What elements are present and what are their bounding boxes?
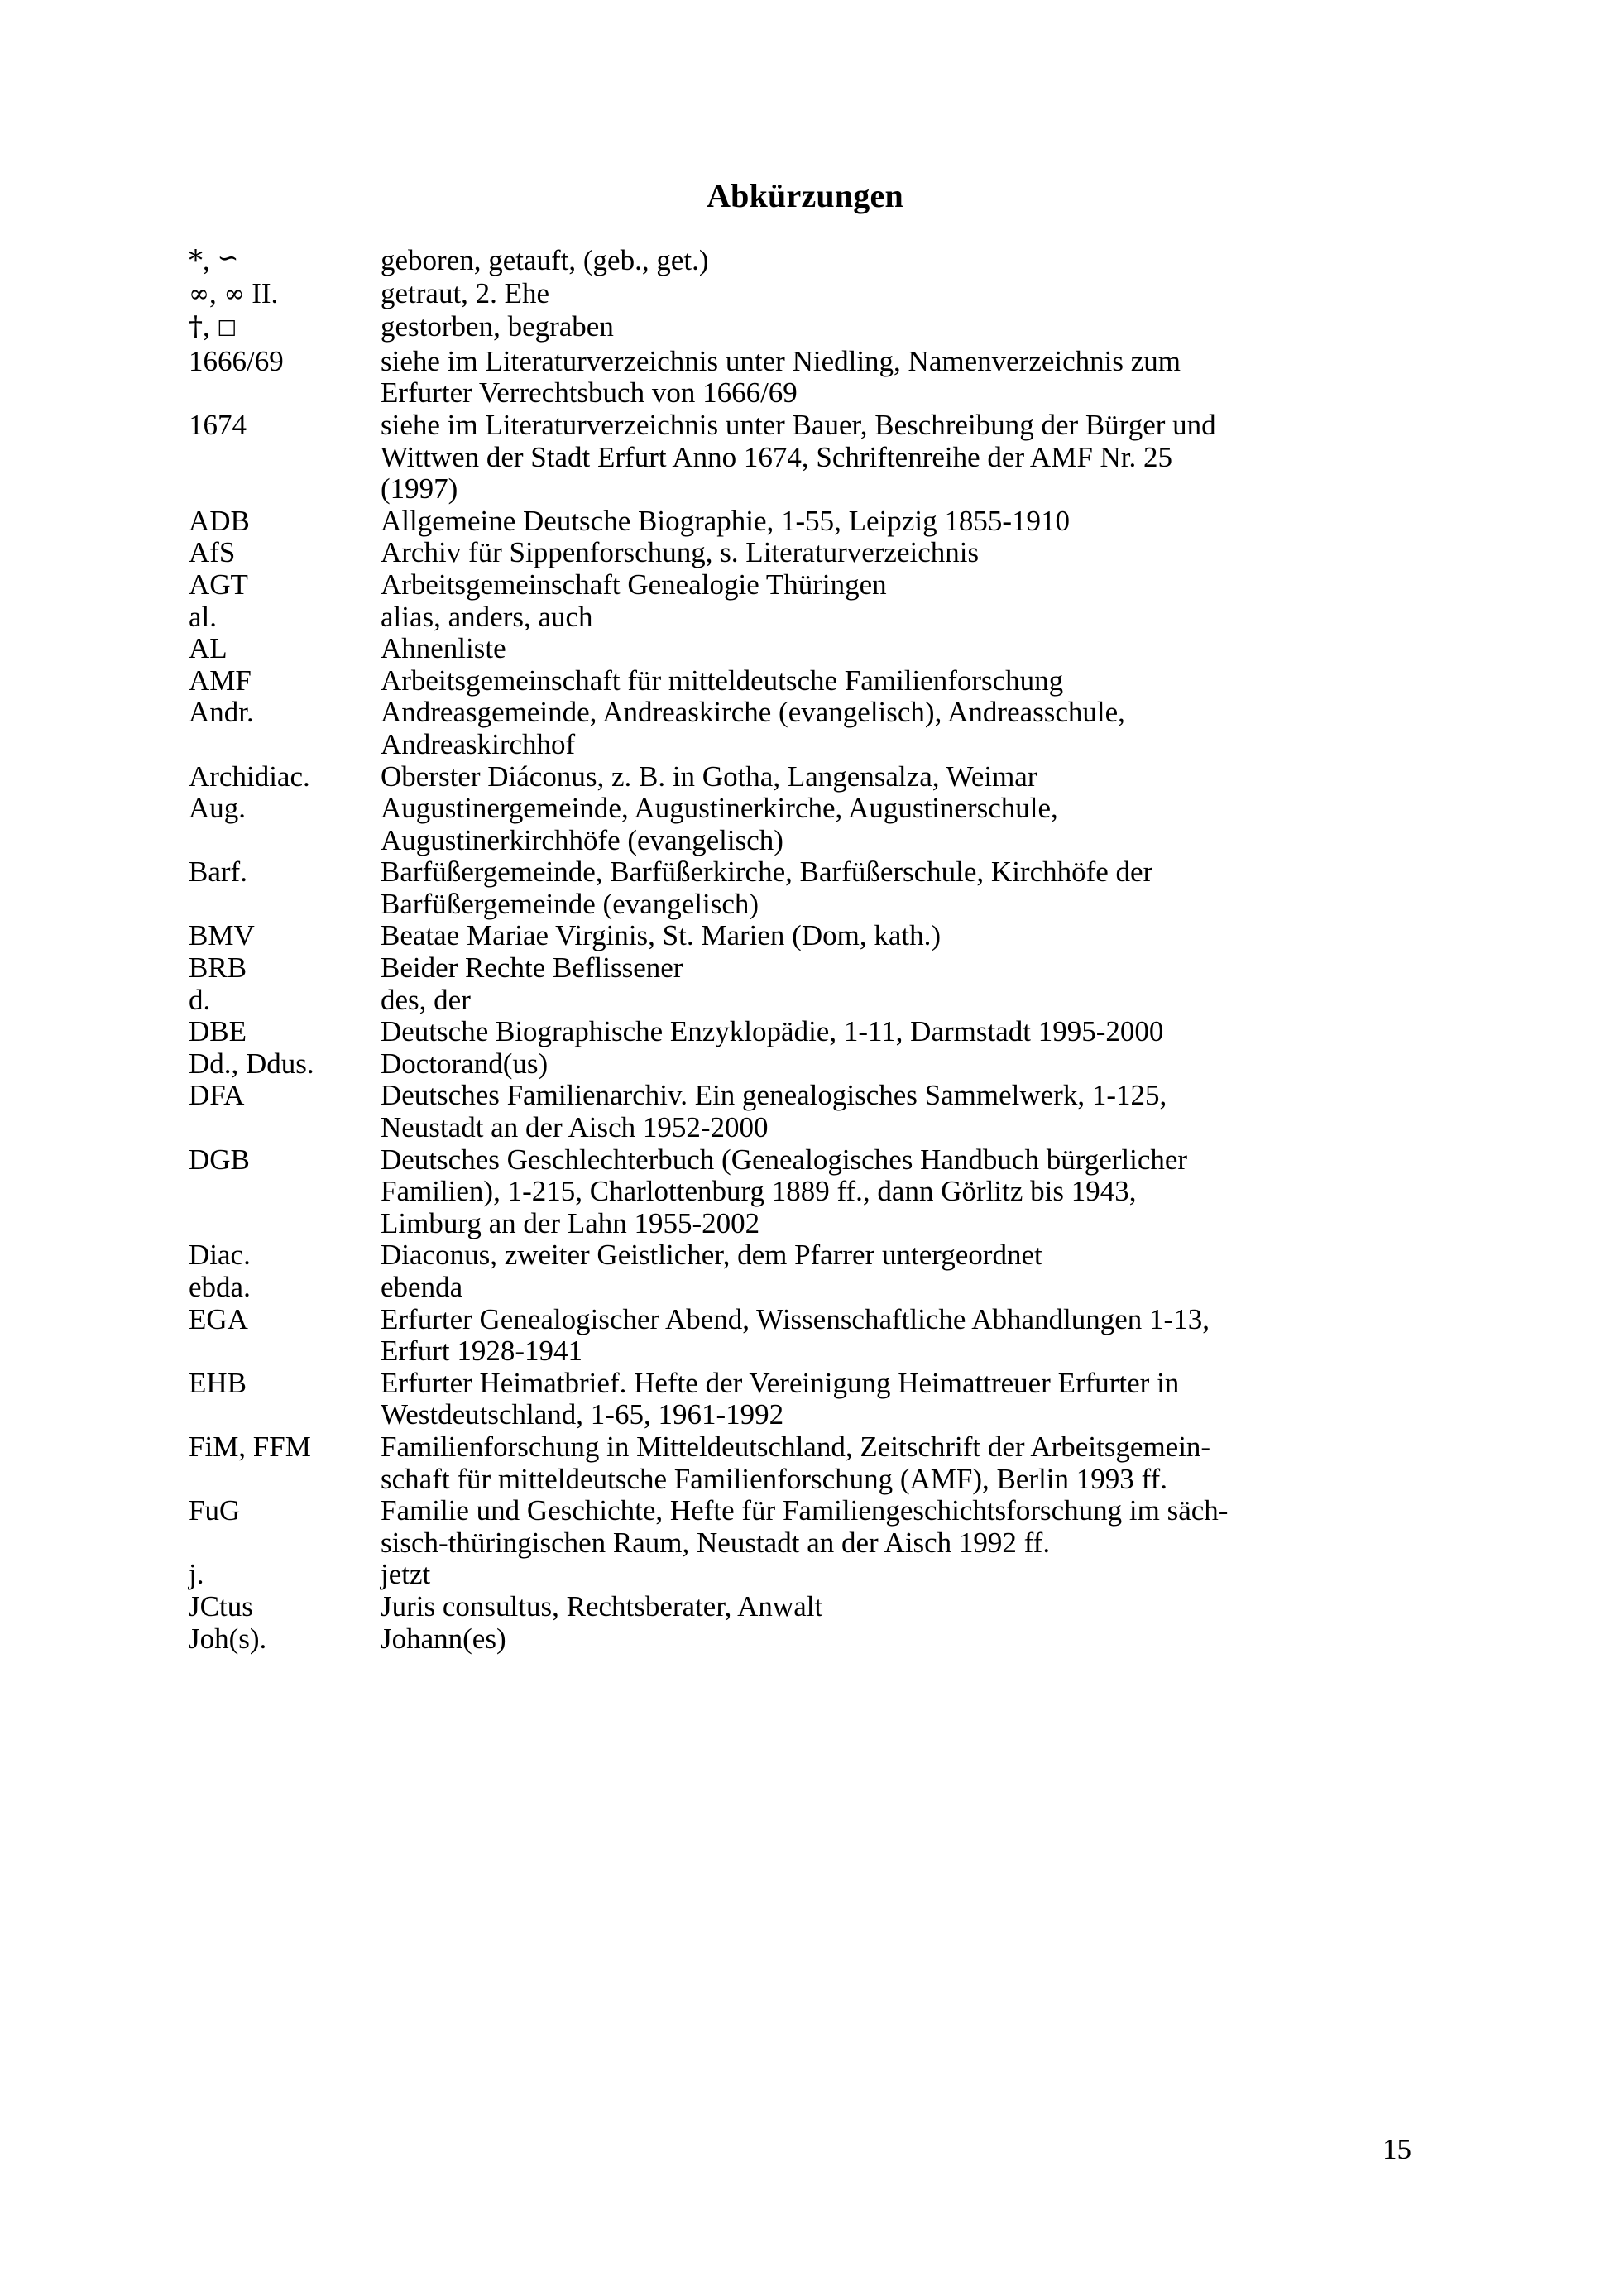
abbreviation-definition	[381, 1144, 1392, 1240]
definition-line: Erfurter Genealogischer Abend, Wissenschaftliche Abhandlungen 1-13,	[381, 1302, 1210, 1335]
abbreviation-term: FiM, FFM	[189, 1430, 311, 1463]
abbreviation-entry	[189, 346, 1392, 410]
definition-line: Juris consultus, Rechtsberater, Anwalt	[381, 1589, 823, 1623]
definition-line: Erfurt 1928-1941	[381, 1335, 582, 1368]
definition-line: alias, anders, auch	[381, 600, 593, 633]
definition-line: Westdeutschland, 1-65, 1961-1992	[381, 1398, 784, 1431]
abbreviation-term: Andr.	[189, 696, 254, 729]
abbreviation-definition	[381, 1239, 1392, 1272]
separator: ,	[203, 310, 218, 343]
definition-line: Limburg an der Lahn 1955-2002	[381, 1206, 760, 1239]
abbreviation-entry	[189, 952, 1392, 985]
abbreviation-entry	[189, 1272, 1392, 1304]
abbreviation-term: al.	[189, 600, 218, 633]
abbreviation-definition	[381, 537, 1392, 569]
definition-line: Erfurter Heimatbrief. Hefte der Vereinigung Heimattreuer Erfurter in	[381, 1366, 1180, 1399]
definition-line: Familien), 1-215, Charlottenburg 1889 ff., dann Görlitz bis 1943,	[381, 1175, 1137, 1208]
abbreviation-definition	[381, 1559, 1392, 1591]
abbreviation-term: Diac.	[189, 1239, 251, 1272]
definition-line: des, der	[381, 983, 471, 1016]
abbreviation-definition	[381, 761, 1392, 793]
abbreviation-entry	[189, 665, 1392, 697]
abbreviation-term: 1674	[189, 408, 247, 441]
abbreviation-definition	[381, 1304, 1392, 1368]
abbreviation-definition	[381, 245, 1392, 277]
abbreviation-term: DBE	[189, 1015, 247, 1048]
separator: ,	[203, 244, 218, 276]
abbreviation-entry	[189, 761, 1392, 793]
abbreviation-term: 1666/69	[189, 344, 284, 377]
abbreviation-term: DGB	[189, 1143, 250, 1176]
definition-line: getraut, 2. Ehe	[381, 276, 550, 309]
abbreviation-term: AfS	[189, 536, 236, 569]
abbreviation-entry	[189, 1623, 1392, 1656]
definition-line: Augustinerkirchhöfe (evangelisch)	[381, 823, 783, 856]
definition-line: Allgemeine Deutsche Biographie, 1-55, Leipzig 1855-1910	[381, 504, 1070, 537]
abbreviation-definition	[381, 1048, 1392, 1081]
abbreviation-term	[189, 278, 381, 312]
abbreviation-entry	[189, 410, 1392, 506]
abbreviation-entry	[189, 506, 1392, 538]
abbreviation-definition	[381, 1272, 1392, 1304]
abbreviation-definition	[381, 665, 1392, 697]
abbreviation-definition	[381, 920, 1392, 952]
abbreviation-term	[189, 245, 381, 278]
abbreviation-entry	[189, 1431, 1392, 1495]
separator: ,	[209, 276, 224, 309]
definition-line: Ahnenliste	[381, 632, 506, 665]
abbreviation-term: ADB	[189, 504, 250, 537]
abbreviation-definition	[381, 1080, 1392, 1143]
abbreviation-entry	[189, 537, 1392, 569]
abbreviation-entry	[189, 1080, 1392, 1143]
abbreviation-term: j.	[189, 1558, 204, 1591]
abbreviation-definition	[381, 793, 1392, 856]
definition-line: Andreasgemeinde, Andreaskirche (evangelisch), Andreasschule,	[381, 696, 1125, 729]
definition-line: siehe im Literaturverzeichnis unter Niedling, Namenverzeichnis zum	[381, 344, 1181, 377]
abbreviation-definition	[381, 697, 1392, 760]
definition-line: geboren, getauft, (geb., get.)	[381, 244, 709, 276]
definition-line: siehe im Literaturverzeichnis unter Bauer, Beschreibung der Bürger und	[381, 408, 1216, 441]
abbreviation-term: AGT	[189, 568, 248, 601]
abbreviation-term: d.	[189, 983, 211, 1016]
definition-line: (1997)	[381, 472, 458, 506]
definition-line: Johann(es)	[381, 1622, 506, 1655]
definition-line: jetzt	[381, 1558, 431, 1591]
abbreviation-entry	[189, 633, 1392, 665]
abbreviation-definition	[381, 1368, 1392, 1431]
definition-line: Deutsche Biographische Enzyklopädie, 1-11, Darmstadt 1995-2000	[381, 1015, 1164, 1048]
abbreviation-term: EGA	[189, 1302, 248, 1335]
definition-line: Familie und Geschichte, Hefte für Familiengeschichtsforschung im säch-	[381, 1494, 1229, 1527]
abbreviation-definition	[381, 1591, 1392, 1623]
abbreviation-term: Dd., Ddus.	[189, 1047, 314, 1080]
abbreviation-entry	[189, 569, 1392, 602]
abbreviation-term: Barf.	[189, 856, 247, 889]
death-dagger-icon: †	[189, 310, 203, 344]
definition-line: Augustinergemeinde, Augustinerkirche, Augustinerschule,	[381, 792, 1058, 825]
definition-line: Erfurter Verrechtsbuch von 1666/69	[381, 376, 798, 410]
abbreviation-entry	[189, 278, 1392, 312]
abbreviation-entry	[189, 1559, 1392, 1591]
definition-line: Arbeitsgemeinschaft Genealogie Thüringen	[381, 568, 887, 601]
abbreviation-definition	[381, 1431, 1392, 1495]
marriage-infinity-icon: ∞	[189, 279, 209, 309]
abbreviation-term: DFA	[189, 1079, 245, 1112]
definition-line: Wittwen der Stadt Erfurt Anno 1674, Schriftenreihe der AMF Nr. 25	[381, 440, 1173, 473]
abbreviation-definition	[381, 985, 1392, 1017]
abbreviation-entry	[189, 920, 1392, 952]
abbreviation-definition	[381, 346, 1392, 410]
birth-asterisk: *	[189, 244, 203, 277]
abbreviation-definition	[381, 952, 1392, 985]
definition-line: Barfüßergemeinde, Barfüßerkirche, Barfüßerschule, Kirchhöfe der	[381, 856, 1153, 889]
abbreviation-definition	[381, 278, 1392, 310]
abbreviation-term: AMF	[189, 664, 252, 697]
abbreviation-definition	[381, 1495, 1392, 1559]
definition-line: Archiv für Sippenforschung, s. Literaturverzeichnis	[381, 536, 980, 569]
abbreviation-entry	[189, 311, 1392, 346]
abbreviation-definition	[381, 569, 1392, 602]
abbreviation-entry	[189, 1368, 1392, 1431]
definition-line: Neustadt an der Aisch 1952-2000	[381, 1111, 769, 1144]
definition-line: Doctorand(us)	[381, 1047, 549, 1080]
abbreviation-entry	[189, 793, 1392, 856]
abbreviation-definition	[381, 1016, 1392, 1048]
abbreviation-entry	[189, 245, 1392, 278]
burial-rectangle-icon: □	[217, 314, 237, 339]
abbreviation-entry	[189, 1304, 1392, 1368]
abbreviation-definition	[381, 506, 1392, 538]
definition-line: sisch-thüringischen Raum, Neustadt an der Aisch 1992 ff.	[381, 1526, 1051, 1559]
abbreviation-term: ebda.	[189, 1271, 251, 1303]
abbreviation-entry	[189, 1591, 1392, 1623]
abbreviation-entry	[189, 602, 1392, 634]
abbreviation-definition	[381, 1623, 1392, 1656]
second-marriage-numeral: II.	[244, 276, 279, 309]
abbreviation-entry	[189, 1239, 1392, 1272]
abbreviation-term: BMV	[189, 919, 255, 952]
abbreviation-term: Aug.	[189, 792, 247, 825]
definition-line: Familienforschung in Mitteldeutschland, Zeitschrift der Arbeitsgemein-	[381, 1430, 1211, 1463]
abbreviation-definition	[381, 602, 1392, 634]
abbreviation-term: FuG	[189, 1494, 241, 1527]
definition-line: Arbeitsgemeinschaft für mitteldeutsche Familienforschung	[381, 664, 1064, 697]
definition-line: Diaconus, zweiter Geistlicher, dem Pfarrer untergeordnet	[381, 1239, 1042, 1272]
definition-line: Beider Rechte Beflissener	[381, 951, 683, 985]
definition-line: Deutsches Geschlechterbuch (Genealogisches Handbuch bürgerlicher	[381, 1143, 1188, 1176]
abbreviation-definition	[381, 633, 1392, 665]
abbreviation-term: JCtus	[189, 1589, 253, 1623]
abbreviation-term: BRB	[189, 951, 247, 985]
abbreviation-term: Archidiac.	[189, 760, 310, 793]
abbreviation-entry	[189, 856, 1392, 920]
abbreviation-term: EHB	[189, 1366, 247, 1399]
abbreviation-entry	[189, 985, 1392, 1017]
baptism-tilde-icon: ∽	[217, 243, 239, 273]
definition-line: schaft für mitteldeutsche Familienforschung (AMF), Berlin 1993 ff.	[381, 1462, 1167, 1495]
abbreviation-definition	[381, 410, 1392, 506]
abbreviation-entry	[189, 1016, 1392, 1048]
abbreviation-term: AL	[189, 632, 228, 665]
abbreviation-entry	[189, 1048, 1392, 1081]
marriage-infinity-icon: ∞	[223, 279, 245, 309]
abbreviation-definition	[381, 856, 1392, 920]
definition-line: Andreaskirchhof	[381, 727, 576, 760]
abbreviation-term	[189, 311, 381, 346]
definition-line: gestorben, begraben	[381, 310, 614, 343]
abbreviation-entry	[189, 1144, 1392, 1240]
page-title: Abkürzungen	[707, 176, 903, 214]
definition-line: ebenda	[381, 1271, 463, 1303]
definition-line: Beatae Mariae Virginis, St. Marien (Dom, kath.)	[381, 919, 941, 952]
abbreviation-definition	[381, 311, 1392, 343]
definition-line: Oberster Diáconus, z. B. in Gotha, Langensalza, Weimar	[381, 760, 1037, 793]
abbreviation-term: Joh(s).	[189, 1622, 267, 1655]
abbreviation-entry	[189, 1495, 1392, 1559]
page-number: 15	[1382, 2133, 1411, 2165]
definition-line: Barfüßergemeinde (evangelisch)	[381, 887, 759, 920]
definition-line: Deutsches Familienarchiv. Ein genealogisches Sammelwerk, 1-125,	[381, 1079, 1167, 1112]
abbreviation-entry	[189, 697, 1392, 760]
abbreviation-list	[189, 245, 1392, 1655]
